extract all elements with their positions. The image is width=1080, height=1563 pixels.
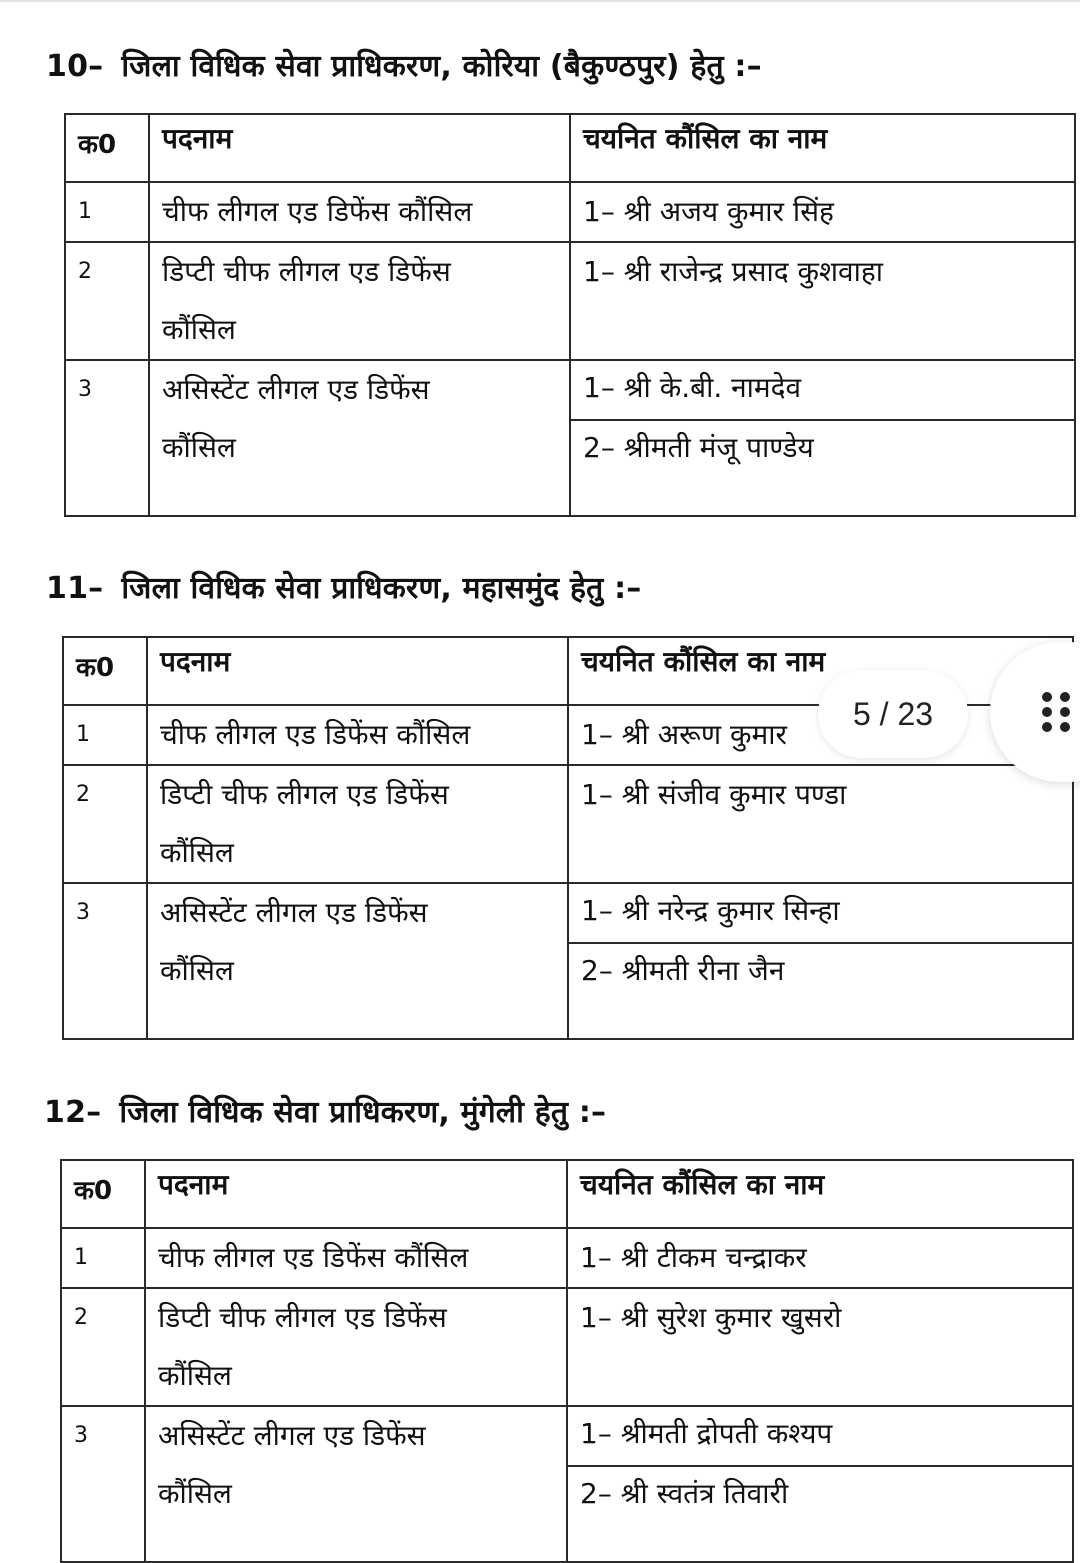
header-designation-cell xyxy=(149,114,570,182)
row-serial: 1 xyxy=(63,705,147,765)
header-designation: पदनाम xyxy=(160,645,231,678)
row-serial: 1 xyxy=(65,182,149,242)
counsel-name: 1– श्री संजीव कुमार पण्डा xyxy=(581,778,847,811)
section-number: 10– xyxy=(46,49,104,84)
designation-text: कौंसिल xyxy=(160,954,234,987)
designation-cell xyxy=(145,1228,567,1288)
table-header-row xyxy=(65,114,1075,182)
header-designation: पदनाम xyxy=(158,1168,229,1201)
section-title xyxy=(44,1090,606,1131)
header-designation-cell xyxy=(147,637,568,705)
table-header-row xyxy=(61,1160,1073,1228)
header-designation-cell xyxy=(145,1160,567,1228)
counsel-name: 2– श्री स्वतंत्र तिवारी xyxy=(580,1477,789,1510)
section-heading: जिला विधिक सेवा प्राधिकरण, मुंगेली हेतु :– xyxy=(119,1095,607,1130)
designation-cell xyxy=(147,705,568,765)
counsel-name: 1– श्री अजय कुमार सिंह xyxy=(583,195,834,228)
designation-cell xyxy=(149,182,570,242)
header-serial: क0 xyxy=(63,637,147,705)
counsel-cell xyxy=(567,1288,1073,1406)
header-counsel: चयनित कौंसिल का नाम xyxy=(580,1168,825,1201)
table-row xyxy=(65,360,1075,516)
page-indicator: 5 / 23 xyxy=(818,670,968,758)
counsel-name: 2– श्रीमती मंजू पाण्डेय xyxy=(583,431,814,464)
designation-cell xyxy=(145,1288,567,1406)
table-row xyxy=(63,765,1073,883)
counsel-cell xyxy=(568,883,1073,1039)
header-counsel: चयनित कौंसिल का नाम xyxy=(583,122,828,155)
designation-text: कौंसिल xyxy=(162,313,236,346)
counsel-cell xyxy=(568,765,1073,883)
row-serial: 3 xyxy=(65,360,149,516)
section-number: 12– xyxy=(44,1095,102,1130)
counsel-table xyxy=(60,1159,1074,1563)
counsel-name: 1– श्री नरेन्द्र कुमार सिन्हा xyxy=(569,884,1072,944)
row-serial: 3 xyxy=(63,883,147,1039)
header-designation: पदनाम xyxy=(162,122,233,155)
counsel-name: 2– श्रीमती रीना जैन xyxy=(581,954,785,987)
designation-cell xyxy=(147,883,568,1039)
table-row xyxy=(65,242,1075,360)
table-row xyxy=(61,1228,1073,1288)
table-row xyxy=(61,1288,1073,1406)
counsel-name: 1– श्री टीकम चन्द्राकर xyxy=(580,1241,807,1274)
counsel-name: 1– श्री के.बी. नामदेव xyxy=(571,361,1074,421)
top-divider xyxy=(0,0,1080,2)
designation-text: असिस्टेंट लीगल एड डिफेंस xyxy=(158,1419,426,1452)
header-serial: क0 xyxy=(65,114,149,182)
section-title xyxy=(46,44,762,85)
counsel-table xyxy=(64,113,1076,517)
designation-cell xyxy=(147,765,568,883)
row-serial: 1 xyxy=(61,1228,145,1288)
row-serial: 2 xyxy=(61,1288,145,1406)
designation-text: कौंसिल xyxy=(160,836,234,869)
table-row xyxy=(61,1406,1073,1562)
designation-cell xyxy=(145,1406,567,1562)
section-title xyxy=(46,566,641,607)
section-number: 11– xyxy=(46,571,104,606)
counsel-cell xyxy=(570,242,1075,360)
designation-text: डिप्टी चीफ लीगल एड डिफेंस xyxy=(162,255,451,288)
section-heading: जिला विधिक सेवा प्राधिकरण, महासमुंद हेतु :– xyxy=(121,571,642,606)
designation-text: कौंसिल xyxy=(158,1477,232,1510)
row-serial: 2 xyxy=(65,242,149,360)
counsel-name: 1– श्री सुरेश कुमार खुसरो xyxy=(580,1301,842,1334)
counsel-name: 1– श्री राजेन्द्र प्रसाद कुशवाहा xyxy=(583,255,883,288)
section-heading: जिला विधिक सेवा प्राधिकरण, कोरिया (बैकुण्ठपुर) हेतु :– xyxy=(121,49,762,84)
designation-text: कौंसिल xyxy=(162,431,236,464)
designation-text: असिस्टेंट लीगल एड डिफेंस xyxy=(160,896,428,929)
counsel-cell xyxy=(570,360,1075,516)
header-counsel-cell xyxy=(567,1160,1073,1228)
more-dots-icon xyxy=(1042,692,1076,732)
counsel-name: 1– श्री अरूण कुमार xyxy=(581,718,787,751)
row-serial: 3 xyxy=(61,1406,145,1562)
designation-text: डिप्टी चीफ लीगल एड डिफेंस xyxy=(160,778,449,811)
designation-text: चीफ लीगल एड डिफेंस कौंसिल xyxy=(160,718,471,751)
designation-cell xyxy=(149,242,570,360)
counsel-cell xyxy=(567,1228,1073,1288)
designation-text: चीफ लीगल एड डिफेंस कौंसिल xyxy=(158,1241,469,1274)
designation-text: असिस्टेंट लीगल एड डिफेंस xyxy=(162,373,430,406)
table-row xyxy=(63,883,1073,1039)
header-counsel: चयनित कौंसिल का नाम xyxy=(581,645,826,678)
header-serial: क0 xyxy=(61,1160,145,1228)
designation-cell xyxy=(149,360,570,516)
counsel-cell xyxy=(567,1406,1073,1562)
table-row xyxy=(65,182,1075,242)
counsel-cell xyxy=(570,182,1075,242)
row-serial: 2 xyxy=(63,765,147,883)
header-counsel-cell xyxy=(570,114,1075,182)
designation-text: डिप्टी चीफ लीगल एड डिफेंस xyxy=(158,1301,447,1334)
designation-text: चीफ लीगल एड डिफेंस कौंसिल xyxy=(162,195,473,228)
designation-text: कौंसिल xyxy=(158,1359,232,1392)
counsel-name: 1– श्रीमती द्रोपती कश्यप xyxy=(568,1407,1072,1467)
